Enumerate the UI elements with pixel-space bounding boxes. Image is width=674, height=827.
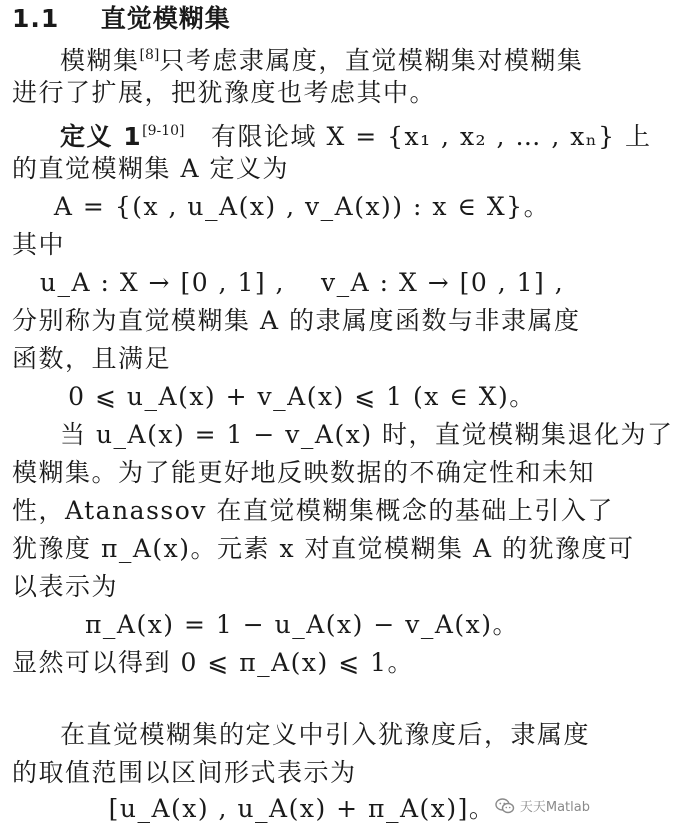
citation-ref: [8]	[139, 47, 160, 63]
citation-ref: [9-10]	[142, 123, 185, 139]
definition-line-1	[60, 114, 652, 154]
section-number: 1.1	[12, 4, 60, 33]
paragraph-1-line-2: 进行了扩展，把犹豫度也考虑其中。	[12, 78, 437, 107]
paragraph-3-line-2: 模糊集。为了能更好地反映数据的不确定性和未知	[12, 458, 596, 487]
paragraph-1-line-1	[60, 38, 592, 78]
watermark	[495, 796, 590, 815]
text-span: 有限论域 X = {x₁ , x₂ , … , xₙ} 上	[184, 122, 652, 151]
equation-5: [u_A(x) , u_A(x) + π_A(x)]。	[108, 794, 496, 823]
paragraph-4-line-1: 显然可以得到 0 ⩽ π_A(x) ⩽ 1。	[12, 648, 415, 677]
equation-2: u_A : X → [0 , 1] , v_A : X → [0 , 1] ,	[39, 268, 565, 297]
equation-3: 0 ⩽ u_A(x) + v_A(x) ⩽ 1 (x ∈ X)。	[68, 382, 536, 411]
wechat-icon	[495, 798, 515, 814]
definition-line-2: 的直觉模糊集 A 定义为	[12, 154, 289, 183]
definition-term: 定义 1	[60, 122, 143, 151]
paragraph-2-line-2: 函数，且满足	[12, 344, 172, 373]
text-span: 只考虑隶属度，直觉模糊集对模糊集	[159, 46, 584, 75]
equation-1: A = {(x , u_A(x) , v_A(x)) : x ∈ X}。	[53, 192, 551, 221]
paragraph-5-line-1: 在直觉模糊集的定义中引入犹豫度后，隶属度	[60, 720, 591, 749]
watermark-text: 天天Matlab	[519, 800, 590, 815]
qizhong-line: 其中	[12, 230, 66, 259]
paragraph-2-line-1: 分别称为直觉模糊集 A 的隶属度函数与非隶属度	[12, 306, 581, 335]
equation-4: π_A(x) = 1 − u_A(x) − v_A(x)。	[84, 610, 520, 639]
paragraph-3-line-5: 以表示为	[12, 572, 119, 601]
section-title: 直觉模糊集	[100, 4, 231, 33]
text-span: 模糊集	[60, 46, 140, 75]
paragraph-3-line-1: 当 u_A(x) = 1 − v_A(x) 时，直觉模糊集退化为了	[60, 420, 674, 449]
section-heading	[12, 2, 592, 36]
paragraph-3-line-4: 犹豫度 π_A(x)。元素 x 对直觉模糊集 A 的犹豫度可	[12, 534, 635, 563]
paragraph-5-line-2: 的取值范围以区间形式表示为	[12, 758, 357, 787]
paragraph-3-line-3: 性，Atanassov 在直觉模糊集概念的基础上引入了	[12, 496, 614, 525]
